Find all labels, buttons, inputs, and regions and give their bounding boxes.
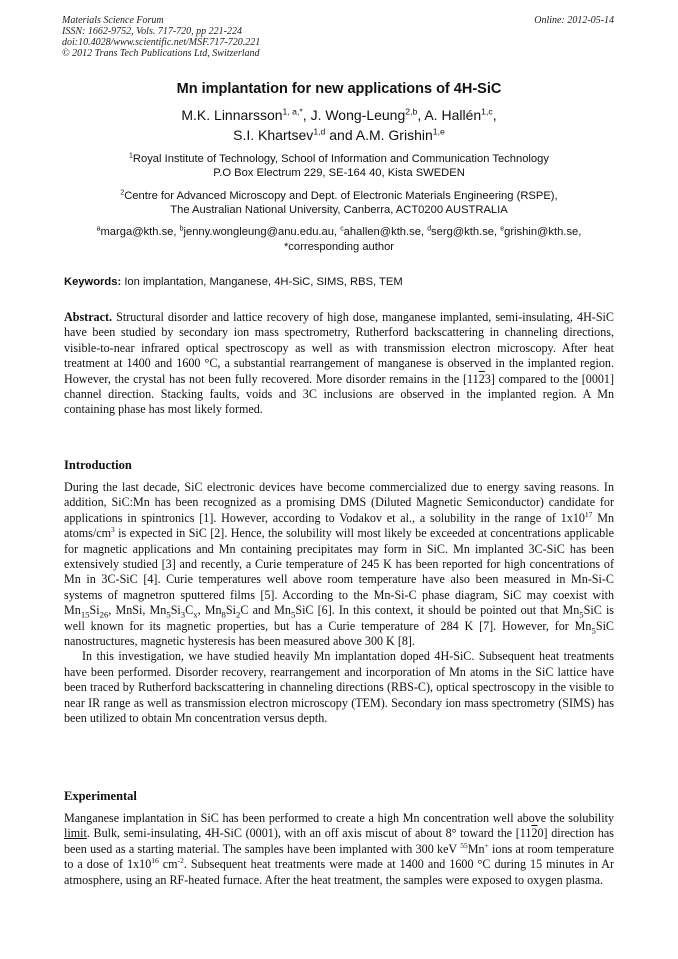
author-list	[0, 105, 678, 145]
experimental-body	[64, 811, 614, 888]
email-list: $^a$marga@kth.se, $^b$jenny.wongleung@anu.edu.au, $^c$ahallen@kth.se, $^d$serg@kth.se, $^e$grishin@kth.se, *corresponding author	[0, 225, 678, 255]
online-date: Online: 2012-05-14	[534, 15, 614, 26]
author-conjunction: and	[329, 127, 353, 143]
affiliation-line: The Australian National University, Canberra, ACT0200 AUSTRALIA	[170, 204, 508, 216]
doi-line: doi:10.4028/www.scientific.net/MSF.717-720.221	[62, 37, 261, 48]
author-affiliation-mark: 1,c	[481, 106, 493, 117]
paper-title: Mn implantation for new applications of 4H-SiC	[176, 81, 502, 97]
affiliation-1	[0, 152, 678, 180]
email-link[interactable]: grishin@kth.se,	[504, 226, 582, 238]
author-affiliation-mark: 1,e	[432, 126, 445, 137]
copyright-line: © 2012 Trans Tech Publications Ltd, Switzerland	[62, 48, 260, 59]
section-heading-introduction: Introduction	[64, 458, 132, 472]
author-name: A.M. Grishin	[355, 127, 433, 143]
author-affiliation-mark: 1,d	[313, 126, 326, 137]
author-name: M.K. Linnarsson	[181, 107, 283, 123]
affiliation-number: 2	[120, 189, 125, 197]
author-line-2	[0, 125, 678, 145]
author-affiliation-mark: 2,b	[405, 106, 418, 117]
introduction-body	[64, 480, 614, 727]
paragraph: In this investigation, we have studied heavily Mn implantation doped 4H-SiC. Subsequent heat treatments have been performed. Disorder recovery, rearrangement and incorporation of Mn atoms in the SiC lattice have been traced by Rutherford backscattering in channeling directions (RBS-C), optical spectroscopy in the visible to near IR range as well as transmission electron microscopy (TEM). Secondary ion mass spectrometry (SIMS) has been utilized to obtain Mn concentration versus depth.	[64, 649, 614, 726]
abstract: Abstract. Structural disorder and lattice recovery of high dose, manganese implanted, semi-insulating, 4H-SiC have been studied by secondary ion mass spectrometry, Rutherford backscattering in channeling directions, visible-to-near infrared optical spectroscopy as well as with transmission electron microscopy. After heat treatment at 1400 and 1600 °C, a substantial rearrangement of manganese is observed in the implanted region. However, the crystal has not been fully recovered. More disorder remains in the [1123] compared to the [0001] channel direction. Stacking faults, voids and 3C inclusions are observed in the implanted region. A Mn containing phase has most likely formed.	[64, 310, 614, 417]
keywords-label: Keywords:	[64, 276, 122, 288]
affiliation-line: Centre for Advanced Microscopy and Dept. of Electronic Materials Engineering (RSPE),	[124, 190, 558, 202]
author-affiliation-mark: 1, a,*	[282, 106, 303, 117]
issn-line: ISSN: 1662-9752, Vols. 717-720, pp 221-224	[62, 26, 242, 37]
corresponding-author-note: *corresponding author	[283, 241, 395, 253]
affiliation-line: P.O Box Electrum 229, SE-164 40, Kista SWEDEN	[213, 167, 465, 179]
author-name: J. Wong-Leung	[310, 107, 406, 123]
affiliation-line: Royal Institute of Technology, School of Information and Communication Technology	[132, 153, 549, 165]
author-name: S.I. Khartsev	[233, 127, 314, 143]
journal-header	[62, 15, 260, 59]
abstract-label: Abstract.	[64, 310, 113, 324]
section-heading-experimental: Experimental	[64, 789, 137, 803]
email-link[interactable]: serg@kth.se,	[431, 226, 498, 238]
keywords	[64, 275, 403, 289]
journal-name: Materials Science Forum	[62, 15, 164, 26]
affiliation-number: 1	[129, 152, 133, 160]
affiliation-2	[0, 189, 678, 217]
author-name: A. Hallén	[424, 107, 482, 123]
keywords-text: Ion implantation, Manganese, 4H-SiC, SIMS, RBS, TEM	[124, 276, 403, 288]
email-link[interactable]: ahallen@kth.se,	[343, 226, 425, 238]
email-link[interactable]: jenny.wongleung@anu.edu.au,	[183, 226, 338, 238]
paragraph: Manganese implantation in SiC has been performed to create a high Mn concentration well above the solubility limit. Bulk, semi-insulating, 4H-SiC (0001), with an off axis miscut of about 8° toward the [1120] direction has been used as a starting material. The samples have been implanted with 300 keV $^{55}$Mn+ ions at room temperature to a dose of $1x10^{16}$ $cm^{-2}$. Subsequent heat treatments were made at 1400 and 1600 °C during 15 minutes in Ar atmosphere, using an RF-heated furnace. After the heat treatment, the samples were exposed to oxygen plasma.	[64, 811, 614, 887]
author-line-1: M.K. Linnarsson$^{1, a,*}$, J. Wong-Leung$^{2,b}$, A. Hallén$^{1,c}$,	[181, 106, 497, 123]
email-link[interactable]: marga@kth.se,	[100, 226, 177, 238]
paragraph: During the last decade, SiC electronic devices have become commercialized due to energy saving reasons. In addition, SiC:Mn has been recognized as a promising DMS (Diluted Magnetic Semiconductor) candidate for applications in spintronics [1]. However, according to Vodakov et al., a solubility in the range of $1x10^{17}$ Mn atoms/$cm^3$ is expected in SiC [2]. Hence, the solubility will most likely be exceeded at concentrations applicable for magnetic applications and Mn containing precipitates may form in SiC. Mn implanted 3C-SiC has been extensively studied [3] and recently, a Curie temperature of 245 K has been reported for high concentrations of Mn in 3C-SiC [4]. Curie temperatures well above room temperature have also been measured in Mn-Si-C systems of magnetron sputtered films [5]. According to the Mn-Si-C phase diagram, SiC may coexist with $Mn_{15}Si_{26}$, MnSi, $Mn_5Si_3C_x$, $Mn_8Si_2C$ and $Mn_5SiC$ [6]. In this context, it should be pointed out that $Mn_5SiC$ is well known for its magnetic properties, but has a Curie temperature of 284 K [7]. However, for $Mn_5SiC$ nanostructures, magnetic hysteresis has been measured above 300 K [8].	[64, 480, 615, 649]
